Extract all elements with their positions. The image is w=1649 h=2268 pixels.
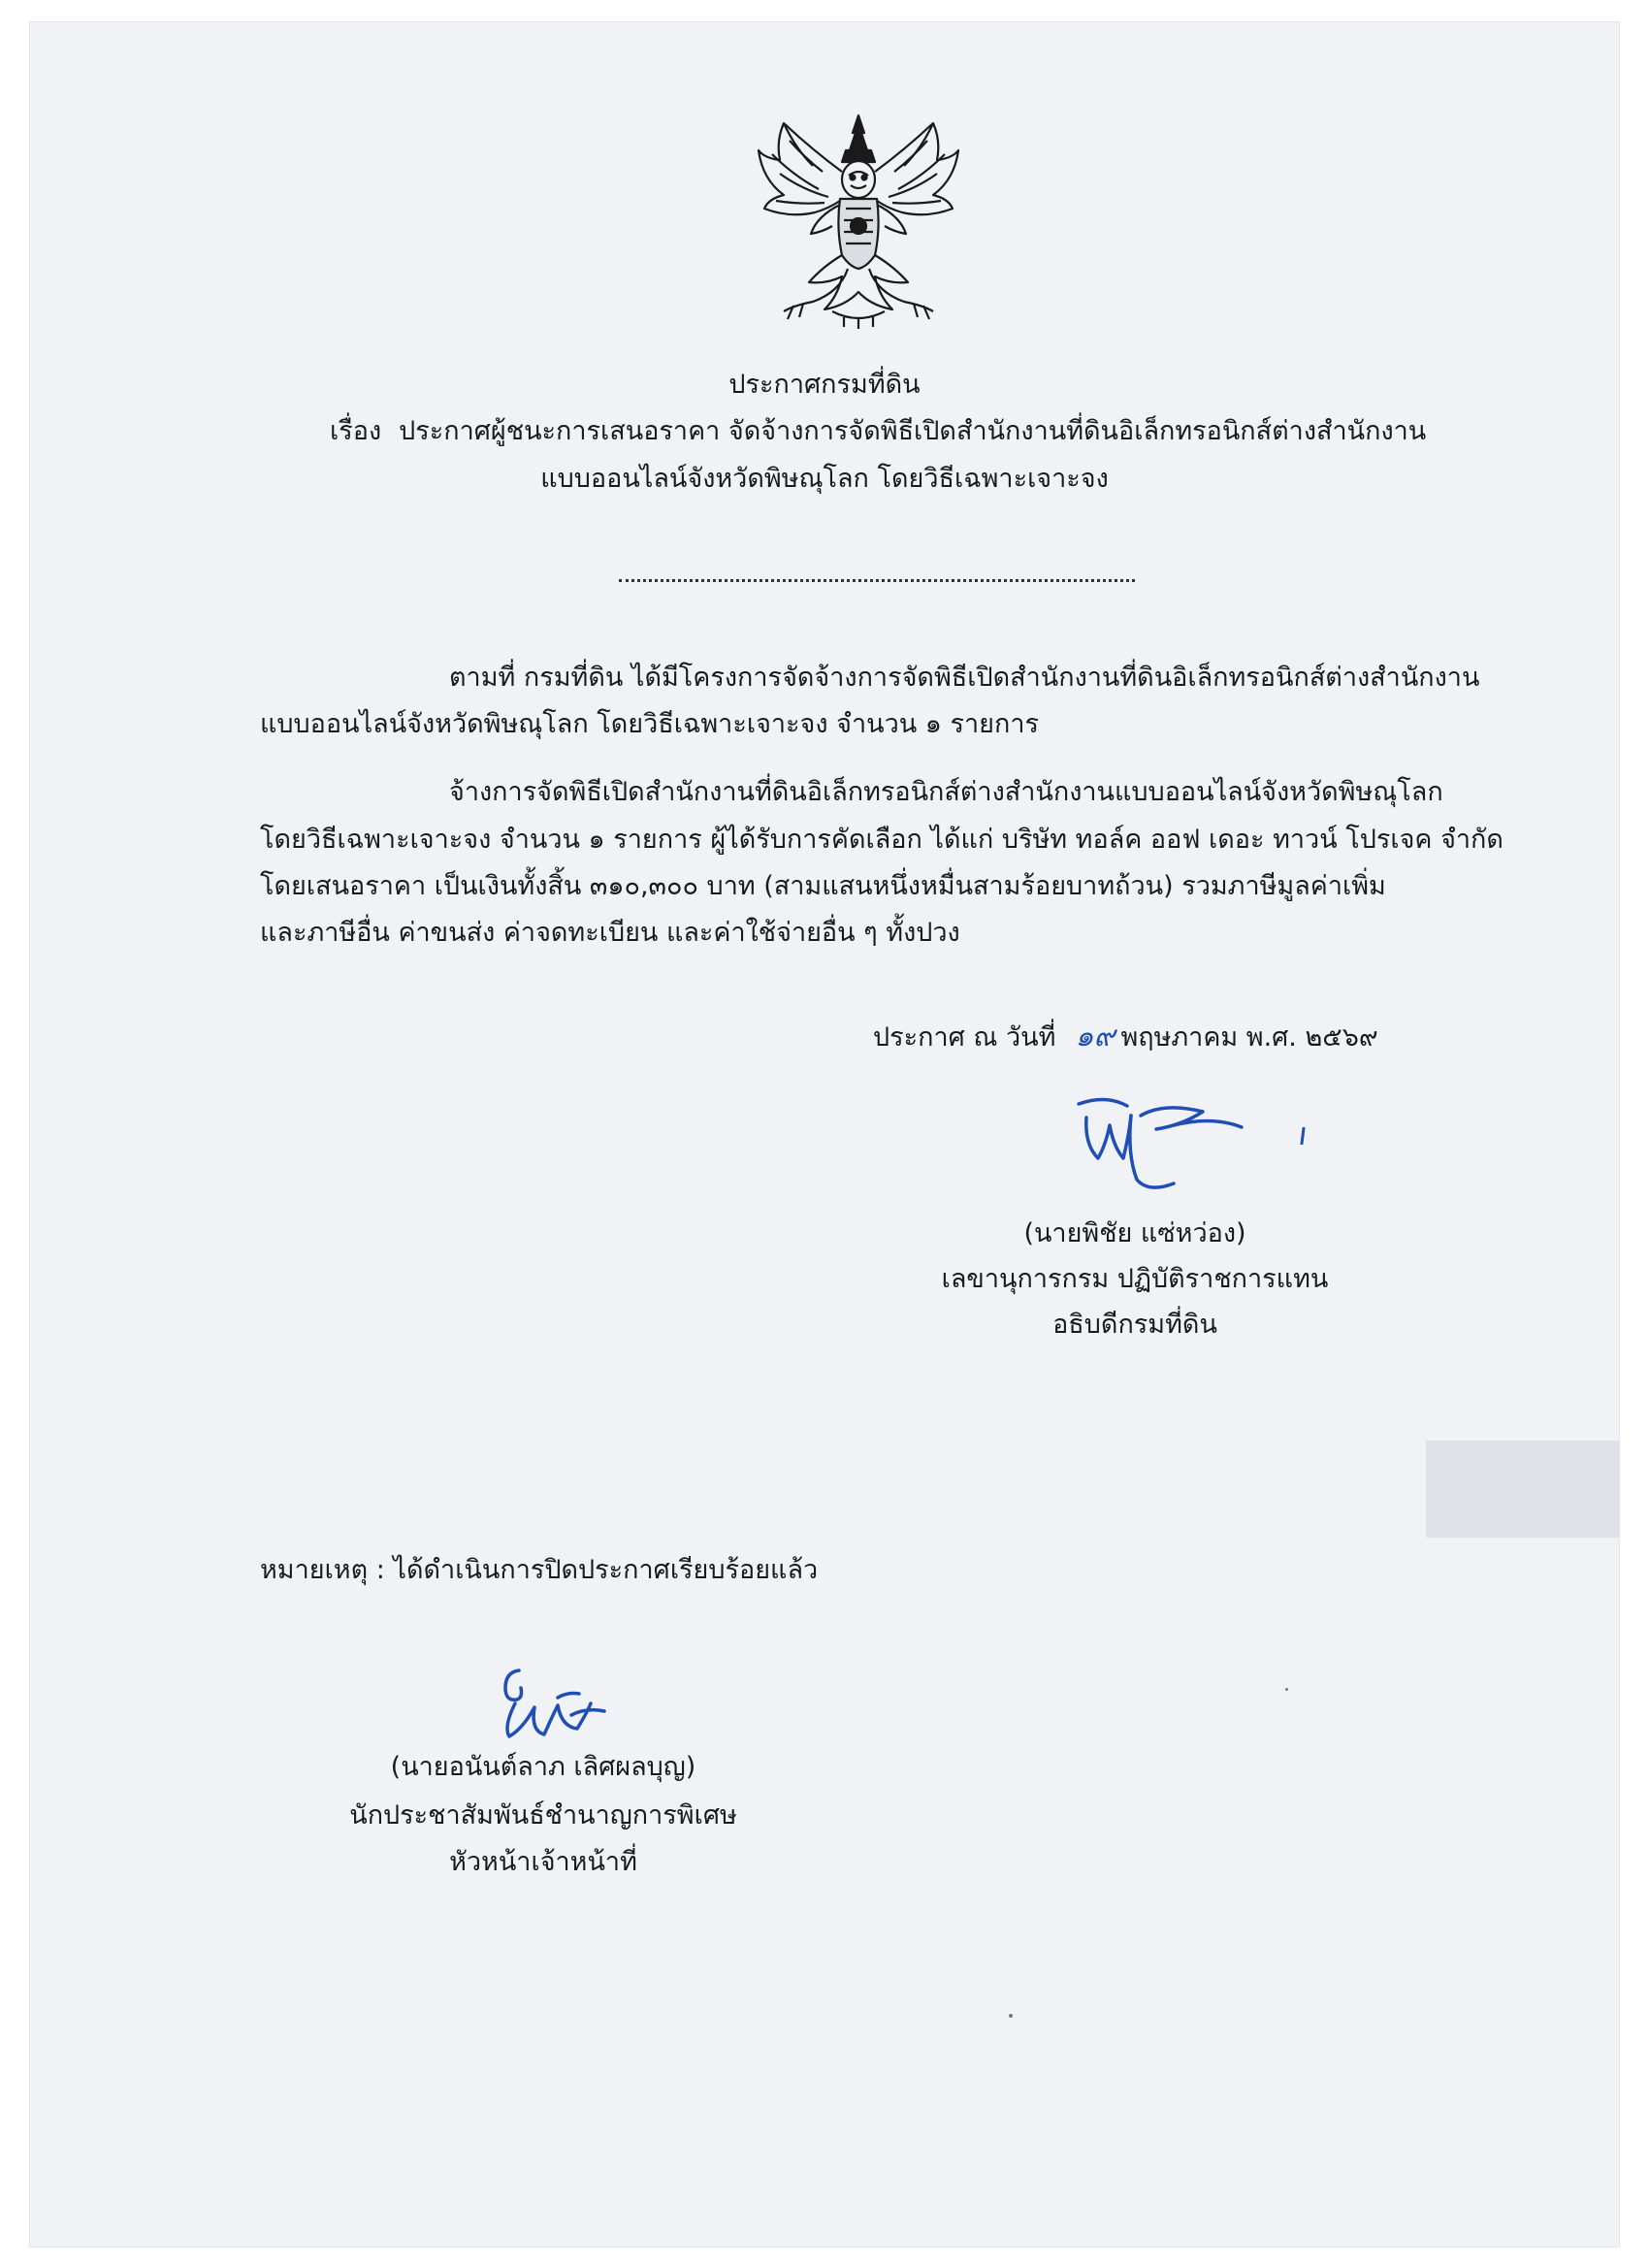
paper-speck: [1009, 2014, 1013, 2018]
subject-label: เรื่อง: [330, 416, 382, 446]
signatory-name: (นายพิชัย แซ่หว่อง): [1023, 1218, 1246, 1248]
officer-role: หัวหน้าเจ้าหน้าที่: [449, 1847, 637, 1877]
paragraph-2-line-2: โดยวิธีเฉพาะเจาะจง จำนวน ๑ รายการ ผู้ได้รับการคัดเลือก ได้แก่ บริษัท ทอล์ค ออฟ เดอะ ทาวน์ โปรเจค จำกัด: [260, 825, 1504, 855]
paragraph-2-line-4: และภาษีอื่น ค่าขนส่ง ค่าจดทะเบียน และค่าใช้จ่ายอื่น ๆ ทั้งปวง: [260, 918, 960, 948]
paper-speck: [1285, 1688, 1288, 1691]
paragraph-1-line-1: ตามที่ กรมที่ดิน ได้มีโครงการจัดจ้างการจัดพิธีเปิดสำนักงานที่ดินอิเล็กทรอนิกส์ต่างสำนักงาน: [449, 663, 1480, 693]
paragraph-1-line-2: แบบออนไลน์จังหวัดพิษณุโลก โดยวิธีเฉพาะเจาะจง จำนวน ๑ รายการ: [260, 709, 1039, 739]
date-prefix: ประกาศ ณ วันที่: [873, 1022, 1056, 1053]
signature-officer: [490, 1659, 626, 1766]
paragraph-2-line-3: โดยเสนอราคา เป็นเงินทั้งสิ้น ๓๑๐,๓๐๐ บาท (สามแสนหนึ่งหมื่นสามร้อยบาทถ้วน) รวมภาษีมูลค่าเพิ่ม: [260, 871, 1386, 901]
signatory-position: เลขานุการกรม ปฏิบัติราชการแทน: [941, 1264, 1329, 1294]
signature-mark: [1300, 1127, 1306, 1145]
signature-director: [1067, 1086, 1300, 1203]
date-day: ๑๙: [1075, 1020, 1116, 1053]
paragraph-2-line-1: จ้างการจัดพิธีเปิดสำนักงานที่ดินอิเล็กทรอนิกส์ต่างสำนักงานแบบออนไลน์จังหวัดพิษณุโลก: [449, 777, 1443, 807]
announcement-date: [873, 1021, 1378, 1054]
garuda-emblem-icon: [755, 112, 963, 330]
officer-name: (นายอนันต์ลาภ เลิศผลบุญ): [390, 1752, 696, 1782]
note-text: หมายเหตุ : ได้ดำเนินการปิดประกาศเรียบร้อยแล้ว: [260, 1555, 819, 1585]
subject-text-1: ประกาศผู้ชนะการเสนอราคา จัดจ้างการจัดพิธีเปิดสำนักงานที่ดินอิเล็กทรอนิกส์ต่างสำนักงาน: [399, 416, 1427, 446]
scan-shadow: [1426, 1441, 1620, 1538]
subject-line-1: [330, 415, 1426, 448]
document-title: ประกาศกรมที่ดิน: [728, 370, 921, 400]
dotted-divider: [619, 579, 1135, 582]
signatory-authority: อธิบดีกรมที่ดิน: [1052, 1310, 1217, 1340]
date-month-year: พฤษภาคม พ.ศ. ๒๕๖๙: [1120, 1022, 1378, 1053]
officer-position: นักประชาสัมพันธ์ชำนาญการพิเศษ: [349, 1800, 737, 1831]
document-page: [29, 21, 1620, 2248]
subject-line-2: แบบออนไลน์จังหวัดพิษณุโลก โดยวิธีเฉพาะเจาะจง: [540, 464, 1109, 494]
